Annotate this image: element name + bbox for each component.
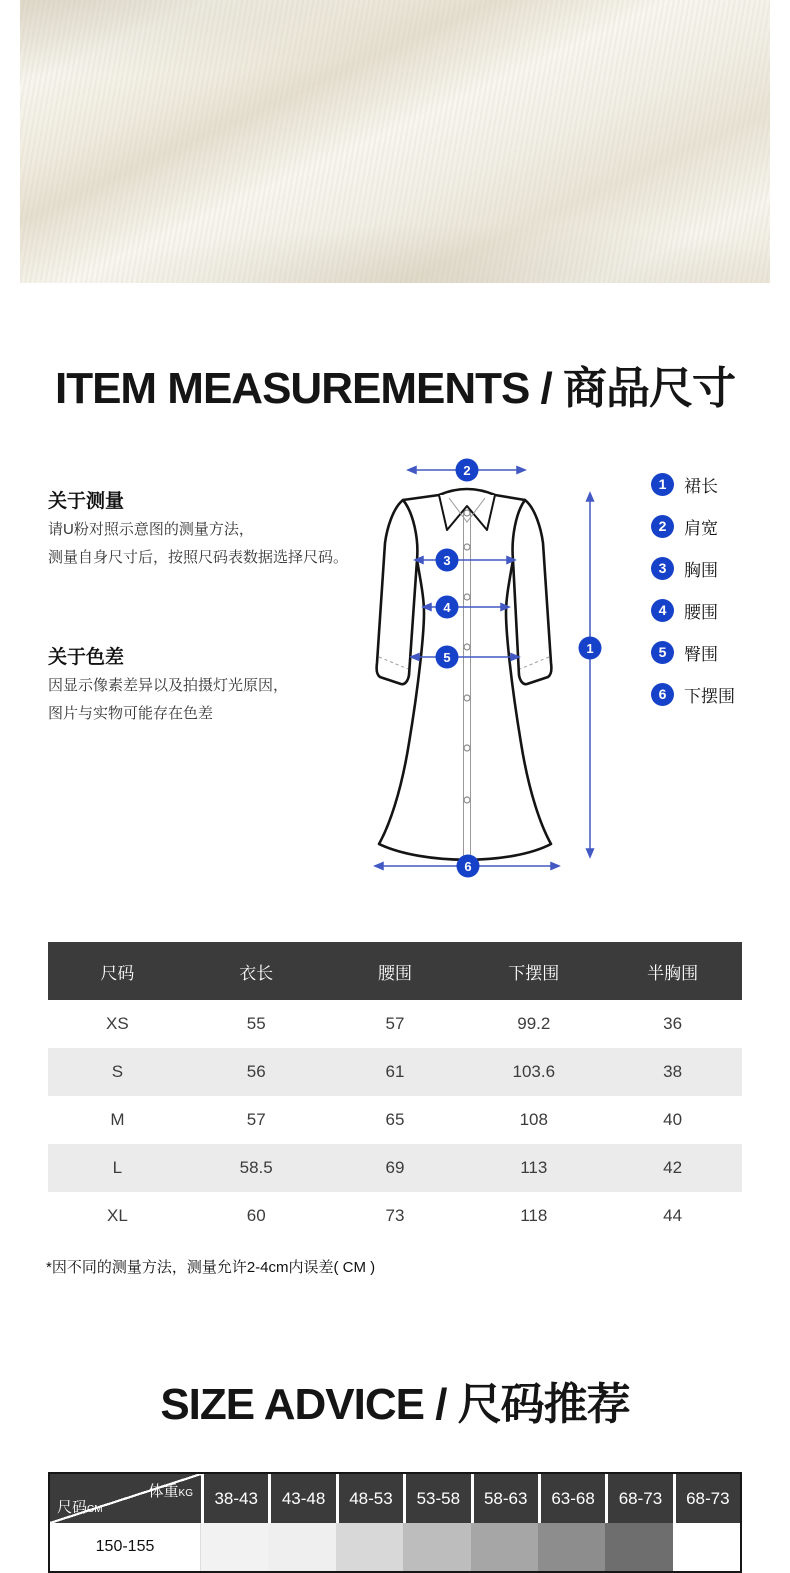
- legend-item: 4 腰围: [651, 599, 735, 622]
- measurement-legend: [651, 473, 735, 706]
- weight-header-cell: 48-53: [336, 1474, 403, 1523]
- about-color-heading: 关于色差: [48, 647, 125, 668]
- legend-number-badge: 2: [651, 515, 674, 538]
- about-measurement-text: 请U粉对照示意图的测量方法， 测量自身尺寸后，按照尺码表数据选择尺码。: [48, 521, 349, 566]
- title-zh: 商品尺寸: [563, 364, 736, 413]
- dress-diagram-svg: [363, 448, 613, 913]
- weight-header-cell: 68-73: [673, 1474, 740, 1523]
- table-row: XL 60 73 118 44: [107, 1206, 683, 1225]
- table-header-row: 尺码 衣长 腰围 下摆围 半胸围: [48, 942, 742, 1000]
- svg-text:1: 1: [586, 641, 594, 656]
- legend-number-badge: 4: [651, 599, 674, 622]
- legend-number-badge: 1: [651, 473, 674, 496]
- advice-shade-cell: [403, 1523, 470, 1571]
- advice-data-row: [50, 1523, 740, 1571]
- advice-title-zh: 尺码推荐: [457, 1380, 630, 1429]
- table-row: L 58.5 69 113 42: [48, 1144, 742, 1192]
- about-measurement-heading: 关于测量: [48, 491, 125, 512]
- fabric-hero-image: [20, 0, 770, 283]
- svg-text:5: 5: [443, 650, 451, 665]
- svg-text:3: 3: [443, 553, 451, 568]
- weight-header-cell: 53-58: [403, 1474, 470, 1523]
- dress-measurement-diagram: [363, 448, 613, 913]
- advice-shade-cell: [268, 1523, 335, 1571]
- weight-header-cell: 38-43: [201, 1474, 268, 1523]
- size-advice-table: [48, 1472, 742, 1573]
- weight-header-cell: 43-48: [268, 1474, 335, 1523]
- advice-shade-cell: [471, 1523, 538, 1571]
- legend-number-badge: 3: [651, 557, 674, 580]
- about-color-text: 因显示像素差异以及拍摄灯光原因， 图片与实物可能存在色差: [48, 677, 289, 722]
- advice-shade-cell: [538, 1523, 605, 1571]
- size-measurements-table: [48, 942, 742, 1240]
- table-row: S 56 61 103.6 38: [48, 1048, 742, 1096]
- height-range-cell: 150-155: [50, 1523, 201, 1571]
- title-en: ITEM MEASUREMENTS: [54, 364, 530, 413]
- legend-item: 2 肩宽: [651, 515, 735, 538]
- advice-shade-cell: [605, 1523, 672, 1571]
- weight-header-cell: 58-63: [471, 1474, 538, 1523]
- tolerance-footnote: *因不同的测量方法，测量允许2-4cm内误差( CM ): [46, 1259, 376, 1276]
- legend-item: 1 裙长: [651, 473, 735, 496]
- advice-corner-cell: 体重KG 尺码CM: [50, 1474, 201, 1523]
- advice-shade-cell: [336, 1523, 403, 1571]
- advice-title-en: SIZE ADVICE: [160, 1380, 424, 1429]
- svg-text:2: 2: [463, 463, 471, 478]
- advice-header-row: [50, 1474, 740, 1523]
- advice-shade-cell: [673, 1523, 740, 1571]
- item-measurements-title: ITEM MEASUREMENTS / 商品尺寸: [54, 364, 736, 413]
- weight-header-cell: 63-68: [538, 1474, 605, 1523]
- legend-item: 6 下摆围: [651, 683, 735, 706]
- legend-item: 5 臀围: [651, 641, 735, 664]
- weight-header-cell: 68-73: [605, 1474, 672, 1523]
- legend-item: 3 胸围: [651, 557, 735, 580]
- table-row: XS 55 57 99.2 36: [106, 1014, 683, 1033]
- legend-number-badge: 5: [651, 641, 674, 664]
- size-advice-title: SIZE ADVICE / 尺码推荐: [160, 1380, 630, 1429]
- svg-text:4: 4: [443, 600, 451, 615]
- table-row: M 57 65 108 40: [110, 1110, 683, 1129]
- svg-text:6: 6: [464, 859, 472, 874]
- advice-shade-cell: [201, 1523, 268, 1571]
- legend-number-badge: 6: [651, 683, 674, 706]
